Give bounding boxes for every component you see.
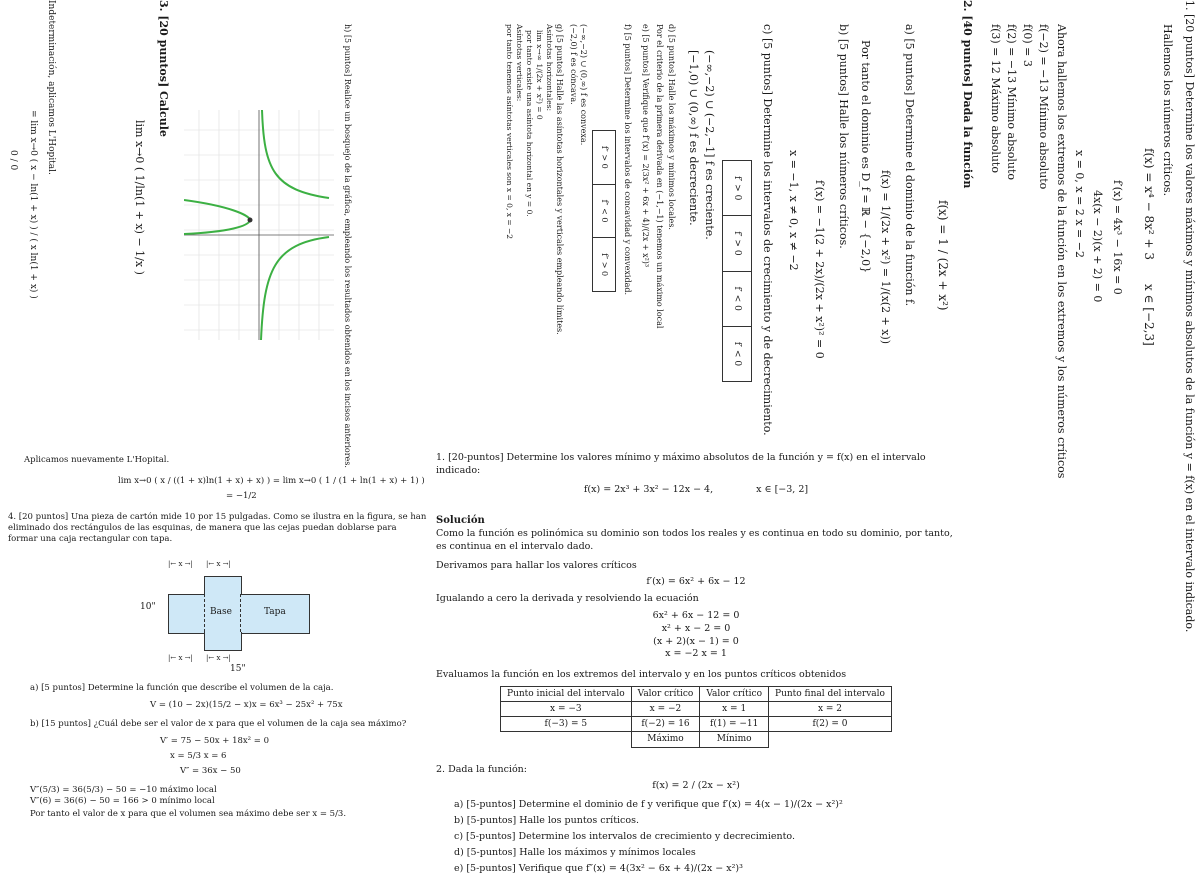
p2-title: 2. [40 puntos] Dada la función bbox=[961, 0, 974, 188]
q4-b-concl: Por tanto el valor de x para que el volumen sea máximo debe ser x = 5/3. bbox=[30, 809, 430, 820]
table-cell bbox=[501, 732, 632, 747]
p2-a: a) [5 puntos] Determine el dominio de la función f. bbox=[903, 24, 916, 306]
solution-page bbox=[436, 438, 956, 849]
q2-b: b) [5-puntos] Halle los puntos críticos. bbox=[454, 815, 956, 828]
p2-e: e) [5 puntos] Verifique que f″(x) = 2(3x² + 6x + 4)/(2x + x²)³ bbox=[641, 24, 650, 267]
p2-func: f(x) = 1 / (2x + x²) bbox=[936, 200, 950, 311]
p2-g-h: Asíntotas horizontales: bbox=[545, 24, 554, 111]
p2-g-v3: por tanto tenemos asíntotas verticales son x = 0, x = −2 bbox=[505, 24, 514, 239]
q4-b: b) [15 puntos] ¿Cuál debe ser el valor de x para que el volumen de la caja sea máximo? bbox=[30, 719, 430, 730]
q1-func: f(x) = 2x³ + 3x² − 12x − 4, bbox=[584, 484, 713, 495]
table-cell: f(−2) = 16 bbox=[631, 717, 700, 732]
p1-v3: f(2) = −13 Mínimo absoluto bbox=[1005, 24, 1018, 180]
q2-a: a) [5-puntos] Determine el dominio de f y verifique que f′(x) = 4(x − 1)/(2x − x²)² bbox=[454, 799, 956, 812]
fold-line bbox=[240, 594, 241, 632]
sol-e2: x² + x − 2 = 0 bbox=[436, 623, 956, 636]
p2-a-eq: f(x) = 1/(2x + x²) = 1/(x(2 + x)) bbox=[879, 170, 892, 344]
fig-x-bottom-right: |← x →| bbox=[206, 654, 231, 663]
local-max-point bbox=[248, 218, 253, 223]
solucion-heading: Solución bbox=[436, 514, 956, 528]
p2-c: c) [5 puntos] Determine los intervalos de crecimiento y de decrecimiento. bbox=[761, 24, 774, 436]
table-cell bbox=[769, 732, 892, 747]
table-cell: f(1) = −11 bbox=[700, 717, 769, 732]
rotated-page-right bbox=[920, 0, 1200, 849]
sol-p3: Igualando a cero la derivada y resolviendo la ecuación bbox=[436, 593, 956, 606]
p2-d: d) [5 puntos] Halle los máximos y mínimos locales. bbox=[667, 24, 676, 230]
table-cell: x = 1 bbox=[700, 702, 769, 717]
cardboard-flap-bottom bbox=[204, 632, 242, 651]
q2-func: f(x) = 2 / (2x − x²) bbox=[436, 780, 956, 793]
sign-cell: f′ < 0 bbox=[723, 327, 751, 381]
rotated-page-middle bbox=[502, 0, 922, 420]
table-cell: x = −3 bbox=[501, 702, 632, 717]
sign-cell: f′ < 0 bbox=[723, 272, 751, 327]
p1-roots: x = 0, x = 2 x = −2 bbox=[1073, 150, 1086, 258]
p1-extremes: Ahora hallemos los extremos de la función en los extremos y los números críticos bbox=[1055, 24, 1068, 478]
sol-p2: Derivamos para hallar los valores críticos bbox=[436, 560, 956, 573]
fig-x-top-left: |← x →| bbox=[168, 560, 193, 569]
table-cell: f(2) = 0 bbox=[769, 717, 892, 732]
sol-e4: x = −2 x = 1 bbox=[436, 648, 956, 661]
p2-c-dec: [−1,0) ∪ (0,∞) f es decreciente. bbox=[687, 50, 700, 226]
fig-tapa-label: Tapa bbox=[264, 607, 286, 619]
lim-res: = −1/2 bbox=[226, 491, 436, 502]
q4-b-e3: V″ = 36x − 50 bbox=[180, 766, 430, 777]
p2-c-inc: (−∞,−2) ∪ (−2,−1] f es creciente. bbox=[703, 50, 716, 240]
volume-page bbox=[0, 455, 436, 849]
table-header: Punto inicial del intervalo bbox=[501, 687, 632, 702]
sol-e3: (x + 2)(x − 1) = 0 bbox=[436, 636, 956, 649]
q4-b-e2: x = 5/3 x = 6 bbox=[170, 751, 430, 762]
table-cell: x = 2 bbox=[769, 702, 892, 717]
table-cell: Máximo bbox=[631, 732, 700, 747]
p1-v1: f(−2) = −13 Mínimo absoluto bbox=[1037, 24, 1050, 189]
p2-f-conc: (−∞,−2) ∪ (0,∞) f es convexa. bbox=[579, 24, 588, 145]
table-cell: x = −2 bbox=[631, 702, 700, 717]
p2-f-sign-table bbox=[592, 130, 616, 292]
p2-f: f) [5 puntos] Determine los intervalos de concavidad y convexidad. bbox=[623, 24, 632, 295]
lim-eq: lim x→0 ( x / ((1 + x)ln(1 + x) + x) ) = lim x→0 ( 1 / (1 + ln(1 + x) + 1) ) bbox=[118, 476, 436, 487]
table-cell: Mínimo bbox=[700, 732, 769, 747]
q4-b-e5: V″(6) = 36(6) − 50 = 166 > 0 mínimo local bbox=[30, 796, 430, 807]
table-header: Valor crítico bbox=[700, 687, 769, 702]
q2-c: c) [5-puntos] Determine los intervalos de crecimiento y decrecimiento. bbox=[454, 831, 956, 844]
sign-cell: f′ > 0 bbox=[723, 216, 751, 271]
table-header: Valor crítico bbox=[631, 687, 700, 702]
q2-e: e) [5-puntos] Verifique que f″(x) = 4(3x² − 6x + 4)/(2x − x²)³ bbox=[454, 863, 956, 875]
q4-b-e1: V′ = 75 − 50x + 18x² = 0 bbox=[160, 736, 430, 747]
p3-lim: lim x→0 ( 1/ln(1 + x) − 1/x ) bbox=[133, 120, 146, 275]
p2-g-v: Asíntotas verticales: bbox=[515, 24, 524, 101]
sign-cell: f′ > 0 bbox=[723, 161, 751, 216]
table-cell: f(−3) = 5 bbox=[501, 717, 632, 732]
p3-title: 3. [20 puntos] Calcule bbox=[157, 0, 170, 137]
lhopital-note: Aplicamos nuevamente L'Hopital. bbox=[24, 455, 436, 466]
p2-b-eq: f′(x) = −1(2 + 2x)/(2x + x²)² = 0 bbox=[813, 180, 826, 359]
sol-deriv: f′(x) = 6x² + 6x − 12 bbox=[436, 576, 956, 589]
q1-dom: x ∈ [−3, 2] bbox=[756, 484, 808, 495]
q4-a: a) [5 puntos] Determine la función que describe el volumen de la caja. bbox=[30, 683, 430, 694]
sketch-graph bbox=[184, 110, 334, 340]
q2-title: 2. Dada la función: bbox=[436, 764, 956, 777]
p2-g-h2: por tanto existe una asíntota horizontal en y = 0. bbox=[525, 30, 534, 217]
q1-title: 1. [20-puntos] Determine los valores mínimo y máximo absolutos de la función y = f(x) en el intervalo indicado: bbox=[436, 452, 956, 478]
p1-text: Hallemos los números críticos. bbox=[1161, 24, 1174, 196]
fig-base-label: Base bbox=[210, 607, 232, 619]
p1-v2: f(0) = 3 bbox=[1021, 24, 1034, 67]
box-figure bbox=[140, 560, 330, 675]
sol-e1: 6x² + 6x − 12 = 0 bbox=[436, 610, 956, 623]
p3-step: = lim x→0 ( x − ln(1 + x) ) / ( x ln(1 + x) ) bbox=[28, 110, 38, 299]
cardboard-flap-top bbox=[204, 576, 242, 595]
p2-a-dom: Por tanto el dominio es D_f = ℝ − {−2,0} bbox=[859, 40, 872, 273]
q2-d: d) [5-puntos] Halle los máximos y mínimos locales bbox=[454, 847, 956, 860]
p2-b: b) [5 puntos] Halle los números críticos. bbox=[837, 24, 850, 249]
p2-g: g) [5 puntos] Halle las asíntotas horizontales y verticales empleando límites. bbox=[555, 24, 564, 335]
p1-factor: 4x(x − 2)(x + 2) = 0 bbox=[1091, 190, 1104, 302]
fig-height-label: 10" bbox=[140, 602, 156, 614]
sign-cell: f″ < 0 bbox=[593, 185, 615, 239]
p2-g-h1: lim x→∞ 1/(2x + x²) = 0 bbox=[535, 30, 544, 120]
p1-title: 1. [20 puntos] Determine los valores máximos y mínimos absolutos de la función y = f(x) en el intervalo indicado. bbox=[1183, 0, 1196, 632]
graph-svg bbox=[184, 110, 334, 340]
p1-v4: f(3) = 12 Máximo absoluto bbox=[989, 24, 1002, 173]
sol-p4: Evaluamos la función en los extremos del intervalo y en los puntos críticos obtenidos bbox=[436, 669, 956, 682]
sol-p1: Como la función es polinómica su dominio son todos los reales y es continua en todo su dominio, por tanto, es continua en el intervalo dado. bbox=[436, 528, 956, 554]
values-table bbox=[500, 686, 892, 748]
p2-c-sign-table bbox=[722, 160, 752, 382]
fold-line bbox=[204, 594, 205, 632]
p3-ind: Indeterminación, aplicamos L'Hopital. bbox=[46, 0, 56, 175]
rotated-page-left bbox=[0, 0, 356, 450]
p3-zero: 0 / 0 bbox=[8, 150, 18, 170]
table-header: Punto final del intervalo bbox=[769, 687, 892, 702]
q1-func-line bbox=[436, 484, 956, 497]
p1-deriv: f′(x) = 4x³ − 16x = 0 bbox=[1111, 180, 1124, 295]
cardboard-base bbox=[168, 594, 310, 634]
p1-domain: x ∈ [−2,3] bbox=[1142, 284, 1156, 346]
fig-width-label: 15" bbox=[230, 664, 246, 676]
q4-title: 4. [20 puntos] Una pieza de cartón mide 10 por 15 pulgadas. Como se ilustra en la figura, se han eliminado dos rectángulos de las esquinas, de manera que las cejas puedan doblarse para formar una caja rectangular con tapa. bbox=[8, 512, 428, 545]
q4-b-e4: V″(5/3) = 36(5/3) − 50 = −10 máximo local bbox=[30, 785, 430, 796]
fig-x-top-right: |← x →| bbox=[206, 560, 231, 569]
p2-f-conv: (−2,0) f es cóncava. bbox=[569, 24, 578, 105]
p2-d-text: Por el criterio de la primera derivada en (−1,−1) tenemos un máximo local bbox=[655, 24, 664, 328]
p2-h: h) [5 puntos] Realice un bosquejo de la gráfica, empleando los resultados obtenidos en los incisos anteriores. bbox=[343, 24, 352, 468]
sign-cell: f″ > 0 bbox=[593, 131, 615, 185]
sign-cell: f″ > 0 bbox=[593, 238, 615, 291]
q4-a-eq: V = (10 − 2x)(15/2 − x)x = 6x³ − 25x² + 75x bbox=[150, 700, 430, 711]
q4-parts bbox=[30, 683, 430, 820]
p1-func: f(x) = x⁴ − 8x² + 3 bbox=[1142, 148, 1156, 260]
p2-b-sol: x = −1, x ≠ 0, x ≠ −2 bbox=[787, 150, 800, 271]
fig-x-bottom-left: |← x →| bbox=[168, 654, 193, 663]
